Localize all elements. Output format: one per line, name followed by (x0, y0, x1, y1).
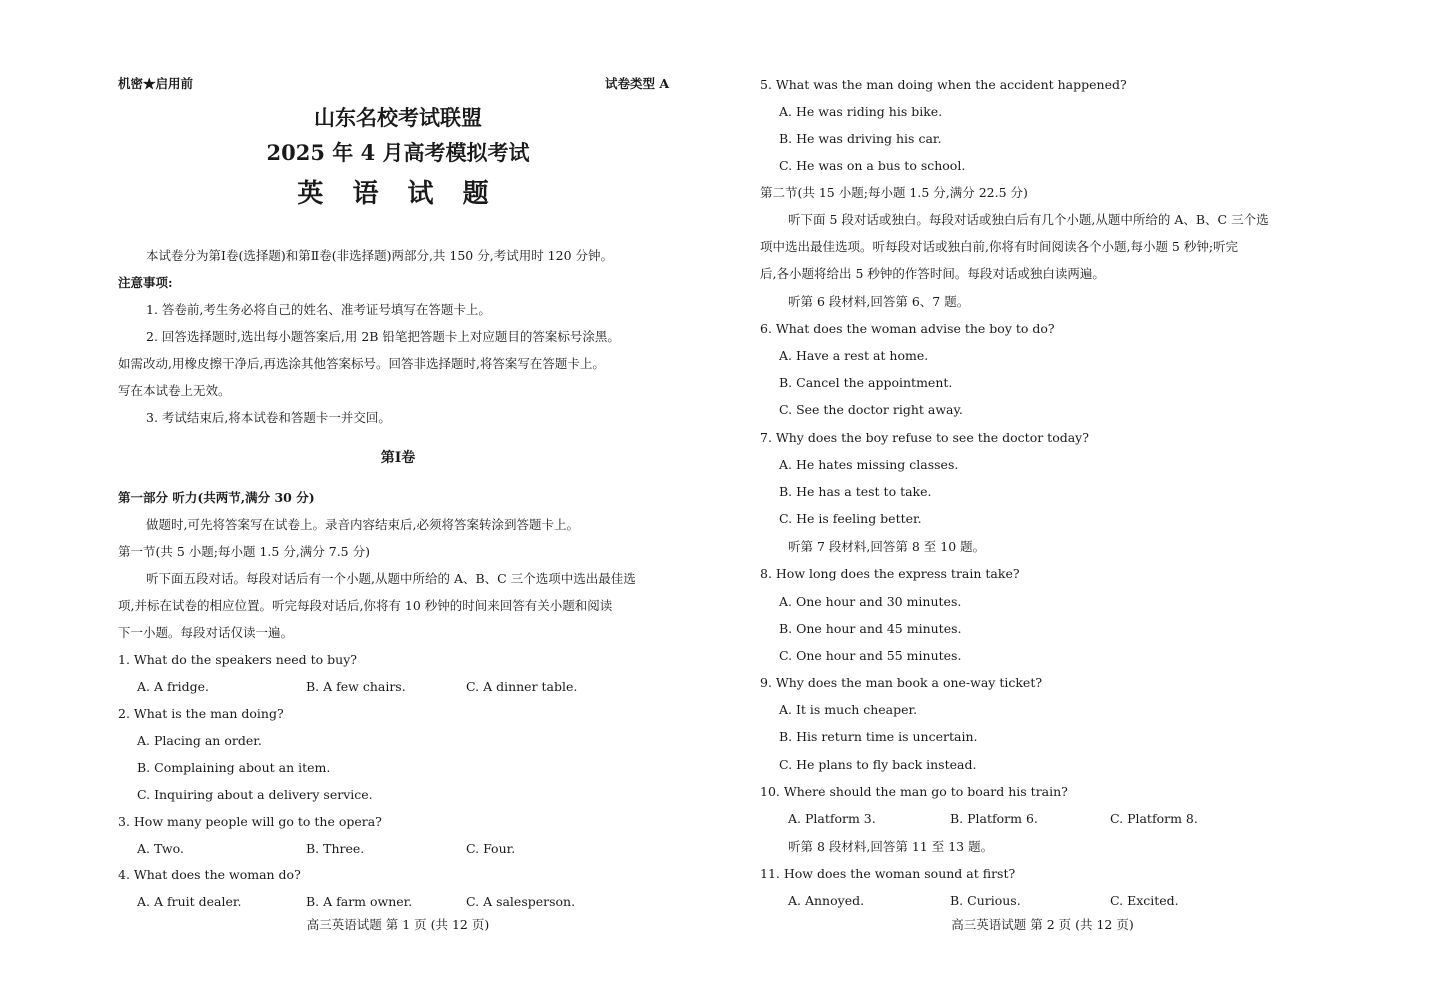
note-2-line-2: 如需改动,用橡皮擦干净后,再选涂其他答案标号。回答非选择题时,将答案写在答题卡上。 (118, 356, 605, 371)
question-1-option-a: A. A fridge. (137, 679, 209, 694)
paper-type-label: 试卷类型 A (605, 76, 670, 91)
question-7-option-c: C. He is feeling better. (779, 511, 922, 526)
question-2: 2. What is the man doing? (118, 706, 284, 721)
question-4-option-b: B. A farm owner. (306, 894, 413, 909)
question-1-option-b: B. A few chairs. (306, 679, 406, 694)
question-9-option-c: C. He plans to fly back instead. (779, 757, 977, 772)
question-8-option-a: A. One hour and 30 minutes. (779, 594, 962, 609)
intro-text: 本试卷分为第Ⅰ卷(选择题)和第Ⅱ卷(非选择题)两部分,共 150 分,考试用时 120 分钟。 (146, 248, 613, 263)
question-3-option-a: A. Two. (137, 841, 184, 856)
question-3-option-b: B. Three. (306, 841, 365, 856)
question-10-option-b: B. Platform 6. (950, 811, 1038, 826)
material-6-instruction: 听第 6 段材料,回答第 6、7 题。 (788, 294, 970, 309)
question-9: 9. Why does the man book a one-way ticket? (760, 675, 1043, 690)
question-7-option-b: B. He has a test to take. (779, 484, 932, 499)
right-page (760, 0, 1325, 1002)
question-1-option-c: C. A dinner table. (466, 679, 578, 694)
question-6-option-c: C. See the doctor right away. (779, 402, 963, 417)
question-10: 10. Where should the man go to board his train? (760, 784, 1068, 799)
section-2-desc-line-3: 后,各小题将给出 5 秒钟的作答时间。每段对话或独白读两遍。 (760, 266, 1105, 281)
question-5-option-c: C. He was on a bus to school. (779, 158, 966, 173)
question-11: 11. How does the woman sound at first? (760, 866, 1016, 881)
question-2-option-c: C. Inquiring about a delivery service. (137, 787, 373, 802)
section-1-desc-line-1: 听下面五段对话。每段对话后有一个小题,从题中所给的 A、B、C 三个选项中选出最佳选 (146, 571, 636, 586)
section-1-desc-line-3: 下一小题。每段对话仅读一遍。 (118, 625, 294, 640)
question-7: 7. Why does the boy refuse to see the doctor today? (760, 430, 1089, 445)
notes-heading: 注意事项: (118, 275, 173, 290)
question-11-option-b: B. Curious. (950, 893, 1021, 908)
question-8: 8. How long does the express train take? (760, 566, 1020, 581)
material-8-instruction: 听第 8 段材料,回答第 11 至 13 题。 (788, 839, 994, 854)
question-11-option-a: A. Annoyed. (788, 893, 865, 908)
part-1-description: 做题时,可先将答案写在试卷上。录音内容结束后,必须将答案转涂到答题卡上。 (146, 517, 579, 532)
question-4: 4. What does the woman do? (118, 867, 301, 882)
question-2-option-a: A. Placing an order. (137, 733, 262, 748)
question-6-option-a: A. Have a rest at home. (779, 348, 929, 363)
section-1-desc-line-2: 项,并标在试卷的相应位置。听完每段对话后,你将有 10 秒钟的时间来回答有关小题和阅读 (118, 598, 613, 613)
page-2-footer: 高三英语试题 第 2 页 (共 12 页) (951, 917, 1134, 932)
part-1-heading: 第一部分 听力(共两节,满分 30 分) (118, 490, 315, 505)
question-10-option-c: C. Platform 8. (1110, 811, 1198, 826)
note-3: 3. 考试结束后,将本试卷和答题卡一并交回。 (146, 410, 391, 425)
note-2-line-1: 2. 回答选择题时,选出每小题答案后,用 2B 铅笔把答题卡上对应题目的答案标号涂黑。 (146, 329, 620, 344)
note-2-line-3: 写在本试卷上无效。 (118, 383, 231, 398)
question-7-option-a: A. He hates missing classes. (779, 457, 959, 472)
question-3: 3. How many people will go to the opera? (118, 814, 382, 829)
exam-date-title: 2025 年 4 月高考模拟考试 (266, 140, 530, 165)
question-11-option-c: C. Excited. (1110, 893, 1179, 908)
material-7-instruction: 听第 7 段材料,回答第 8 至 10 题。 (788, 539, 986, 554)
note-1: 1. 答卷前,考生务必将自己的姓名、准考证号填写在答题卡上。 (146, 302, 491, 317)
question-3-option-c: C. Four. (466, 841, 516, 856)
section-2-desc-line-1: 听下面 5 段对话或独白。每段对话或独白后有几个小题,从题中所给的 A、B、C 三个选 (788, 212, 1269, 227)
question-9-option-b: B. His return time is uncertain. (779, 729, 978, 744)
section-2-desc-line-2: 项中选出最佳选项。听每段对话或独白前,你将有时间阅读各个小题,每小题 5 秒钟;听完 (760, 239, 1239, 254)
left-page (118, 0, 678, 1002)
question-6-option-b: B. Cancel the appointment. (779, 375, 953, 390)
question-2-option-b: B. Complaining about an item. (137, 760, 331, 775)
question-4-option-c: C. A salesperson. (466, 894, 576, 909)
section-1-heading: 第一节(共 5 小题;每小题 1.5 分,满分 7.5 分) (118, 544, 370, 559)
section-2-heading: 第二节(共 15 小题;每小题 1.5 分,满分 22.5 分) (760, 185, 1028, 200)
question-4-option-a: A. A fruit dealer. (137, 894, 242, 909)
subject-title: 英 语 试 题 (297, 179, 499, 209)
question-5-option-a: A. He was riding his bike. (779, 104, 943, 119)
page-1-footer: 高三英语试题 第 1 页 (共 12 页) (306, 917, 490, 932)
question-10-option-a: A. Platform 3. (788, 811, 876, 826)
exam-alliance-title: 山东名校考试联盟 (314, 105, 482, 130)
question-8-option-c: C. One hour and 55 minutes. (779, 648, 962, 663)
question-5: 5. What was the man doing when the accident happened? (760, 77, 1127, 92)
question-9-option-a: A. It is much cheaper. (779, 702, 918, 717)
question-5-option-b: B. He was driving his car. (779, 131, 942, 146)
question-8-option-b: B. One hour and 45 minutes. (779, 621, 962, 636)
question-1: 1. What do the speakers need to buy? (118, 652, 357, 667)
question-6: 6. What does the woman advise the boy to do? (760, 321, 1055, 336)
volume-heading: 第Ⅰ卷 (380, 450, 416, 466)
confidential-label: 机密★启用前 (118, 76, 194, 91)
